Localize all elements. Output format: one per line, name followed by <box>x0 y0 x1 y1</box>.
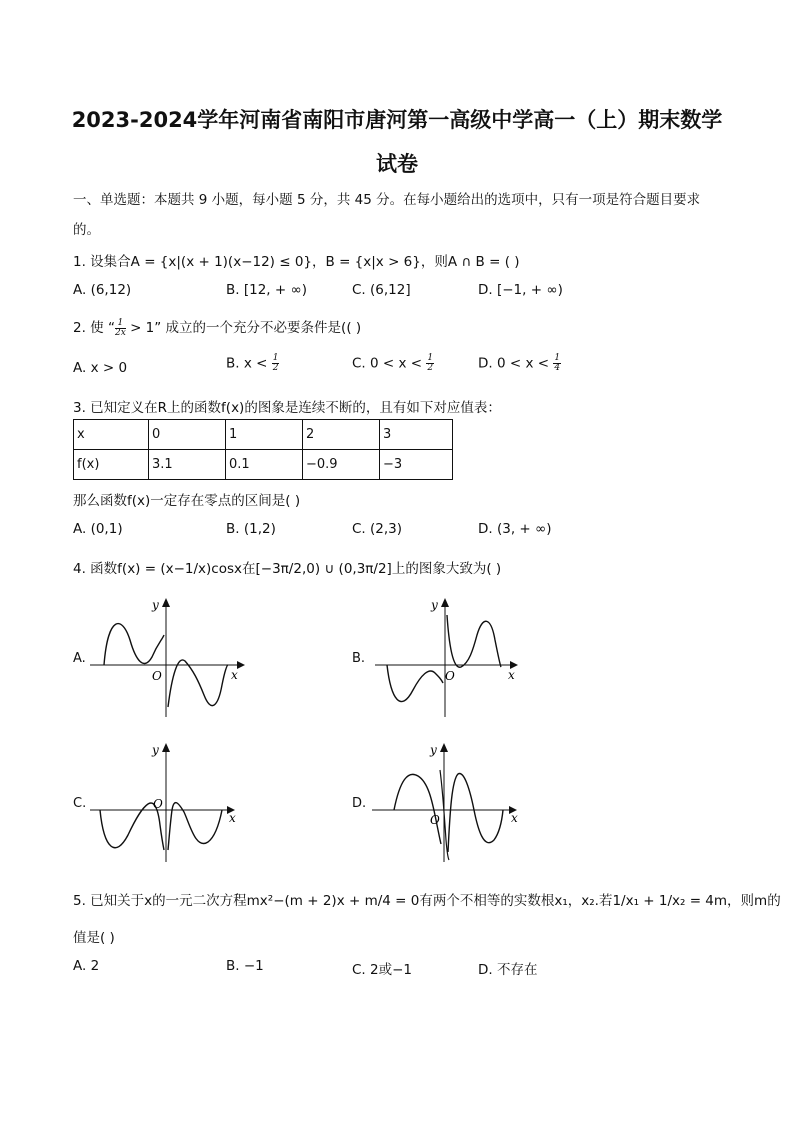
table-cell: 2 <box>303 420 380 450</box>
question-3-option-b: B. (1,2) <box>226 521 276 537</box>
section-heading-line1: 一、单选题：本题共 9 小题，每小题 5 分，共 45 分。在每小题给出的选项中，只有一项是符合题目要求 <box>73 192 701 208</box>
table-cell: 3.1 <box>149 450 226 480</box>
fraction-denominator: 2x <box>114 327 126 338</box>
graph-b <box>375 595 535 720</box>
y-axis-label: y <box>152 598 159 612</box>
question-1-option-c: C. (6,12] <box>352 282 411 298</box>
question-2-stem-prefix: 2. 使 “ <box>73 320 115 336</box>
question-1-option-d: D. [−1, + ∞) <box>478 282 563 298</box>
exam-title-line1: 2023-2024学年河南省南阳市唐河第一高级中学高一（上）期末数学 <box>71 108 723 132</box>
question-5-stem-line2: 值是( ) <box>73 930 115 946</box>
section-heading-line2: 的。 <box>73 222 100 238</box>
graph-a-label: A. <box>73 651 86 666</box>
x-axis-label: x <box>229 811 236 825</box>
x-axis-label: x <box>511 811 518 825</box>
question-5-option-a: A. 2 <box>73 958 100 974</box>
question-2-option-d <box>478 354 561 373</box>
graph-b-label: B. <box>352 651 366 666</box>
question-4-stem: 4. 函数f(x) = (x−1/x)cosx在[−3π/2,0) ∪ (0,3π/2]上的图象大致为( ) <box>73 561 502 577</box>
origin-label: O <box>153 797 163 811</box>
table-row <box>74 420 453 450</box>
option-text: B. x < <box>226 355 268 372</box>
option-fraction: $\frac{1}{2}$ <box>427 353 434 373</box>
question-3-option-d: D. (3, + ∞) <box>478 521 552 537</box>
table-cell: 0.1 <box>226 450 303 480</box>
question-1-stem: 1. 设集合A = {x|(x + 1)(x−12) ≤ 0}，B = {x|x > 6}，则A ∩ B = ( ) <box>73 254 520 270</box>
question-2-stem-suffix: > 1” 成立的一个充分不必要条件是(( ) <box>125 320 362 336</box>
x-axis-label: x <box>508 668 515 682</box>
option-fraction: $\frac{1}{2}$ <box>272 353 279 373</box>
option-text: C. 0 < x < <box>352 355 423 372</box>
graph-c-label: C. <box>73 796 87 811</box>
question-2-option-c <box>352 354 434 373</box>
question-3-stem: 3. 已知定义在R上的函数f(x)的图象是连续不断的，且有如下对应值表： <box>73 400 501 416</box>
table-row <box>74 450 453 480</box>
question-5-option-b: B. −1 <box>226 958 264 974</box>
option-text: D. 0 < x < <box>478 355 550 372</box>
table-cell: 3 <box>380 420 453 450</box>
origin-label: O <box>430 813 440 827</box>
graph-d <box>372 740 532 865</box>
graph-c <box>90 740 250 865</box>
graph-a <box>90 595 250 720</box>
table-cell: −3 <box>380 450 453 480</box>
table-cell: −0.9 <box>303 450 380 480</box>
question-3-option-c: C. (2,3) <box>352 521 403 537</box>
y-axis-label: y <box>431 598 438 612</box>
question-1-option-a: A. (6,12) <box>73 282 132 298</box>
origin-label: O <box>445 669 455 683</box>
question-2-stem <box>73 316 361 338</box>
table-cell: 0 <box>149 420 226 450</box>
question-3-option-a: A. (0,1) <box>73 521 123 537</box>
x-axis-label: x <box>231 668 238 682</box>
y-axis-label: y <box>152 743 159 757</box>
question-2-option-b <box>226 354 279 373</box>
question-5-option-c: C. 2或−1 <box>352 962 412 978</box>
question-3-question: 那么函数f(x)一定存在零点的区间是( ) <box>73 493 301 509</box>
origin-label: O <box>152 669 162 683</box>
graph-d-label: D. <box>352 796 367 811</box>
question-5-stem-line1: 5. 已知关于x的一元二次方程mx²−(m + 2)x + m/4 = 0有两个不相等的实数根x₁，x₂.若1/x₁ + 1/x₂ = 4m，则m的 <box>73 893 781 909</box>
question-2-option-a <box>73 360 127 376</box>
table-cell: 1 <box>226 420 303 450</box>
table-cell: f(x) <box>74 450 149 480</box>
fraction-numerator: 1 <box>115 319 126 329</box>
option-fraction: $\frac{1}{4}$ <box>554 353 561 373</box>
question-5-option-d: D. 不存在 <box>478 962 538 978</box>
value-table <box>73 419 453 480</box>
question-1-option-b: B. [12, + ∞) <box>226 282 307 298</box>
exam-title-line2: 试卷 <box>376 152 418 176</box>
question-2-fraction <box>115 319 126 338</box>
table-cell: x <box>74 420 149 450</box>
y-axis-label: y <box>430 743 437 757</box>
option-text: A. x > 0 <box>73 360 128 376</box>
